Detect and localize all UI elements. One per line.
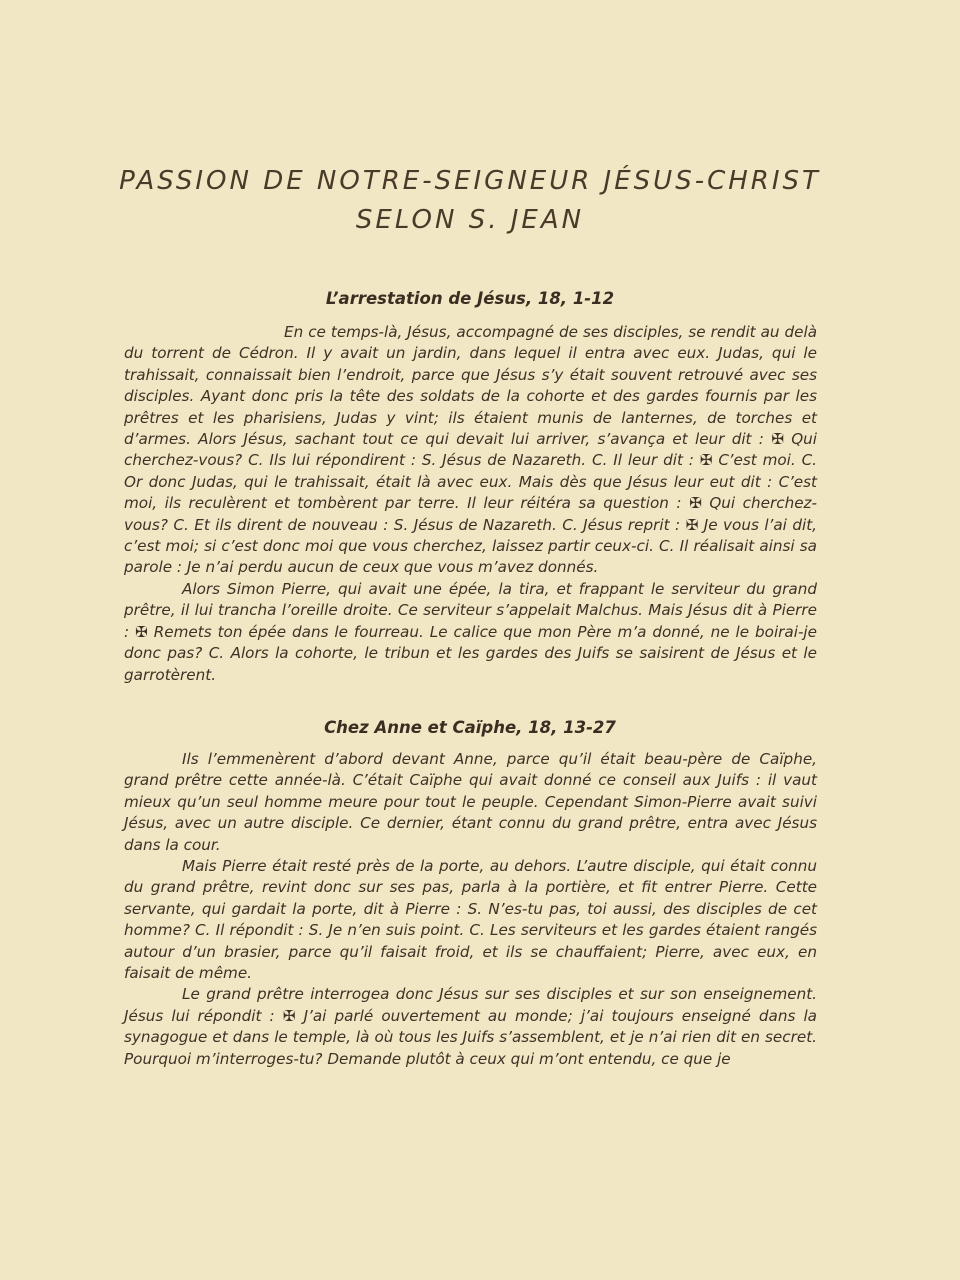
paragraph: Alors Simon Pierre, qui avait une épée, la tira, et frappant le serviteur du grand prêtre, il lui trancha l’oreille droite. Ce serviteur s’appelait Malchus. Mais Jésus dit à Pierre : ✠ Remets ton épée dans le fourreau. Le calice que mon Père m’a donné, ne le boirai-je donc pas? C. Alors la cohorte, le tribun et les gardes des Juifs se saisirent de Jésus et le garrotèrent.: [124, 579, 817, 684]
section-heading-arrestation: L’arrestation de Jésus, 18, 1-12: [325, 289, 615, 308]
paragraph: Ils l’emmenèrent d’abord devant Anne, parce qu’il était beau-père de Caïphe, grand prêtre cette année-là. C’était Caïphe qui avait donné ce conseil aux Juifs : il vaut mieux qu’un seul homme meure pour tout le peuple. Cependant Simon-Pierre avait suivi Jésus, avec un autre disciple. Ce dernier, étant connu du grand prêtre, entra avec Jésus dans la cour.: [124, 750, 817, 854]
page-title-line-2: SELON S. JEAN: [355, 205, 585, 235]
paragraph: En ce temps-là, Jésus, accompagné de ses disciples, se rendit au delà du torrent de Cédron. Il y avait un jardin, dans lequel il entra avec eux. Judas, qui le trahissait, connaissait bien l’endroit, parce que Jésus s’y était souvent retrouvé avec ses disciples. Ayant donc pris la tête des soldats de la cohorte et des gardes fournis par les prêtres et les pharisiens, Judas y vint; ils étaient munis de lanternes, de torches et d’armes. Alors Jésus, sachant tout ce qui devait lui arriver, s’avança et leur dit : ✠ Qui cherchez-vous? C. Ils lui répondirent : S. Jésus de Nazareth. C. Il leur dit : ✠ C’est moi. C. Or donc Judas, qui le trahissait, était là avec eux. Mais dès que Jésus leur eut dit : C’est moi, ils reculèrent et tombèrent par terre. Il leur réitéra sa question : ✠ Qui cherchez-vous? C. Et ils dirent de nouveau : S. Jésus de Nazareth. C. Jésus reprit : ✠ Je vous l’ai dit, c’est moi; si c’est donc moi que vous cherchez, laissez partir ceux-ci. C. Il réalisait ainsi sa parole : Je n’ai perdu aucun de ceux que vous m’avez donnés.: [124, 323, 817, 577]
section-body-anne-caiphe: [124, 749, 817, 1070]
paragraph: Le grand prêtre interrogea donc Jésus sur ses disciples et sur son enseignement. Jésus lui répondit : ✠ J’ai parlé ouvertement au monde; j’ai toujours enseigné dans la synagogue et dans le temple, là où tous les Juifs s’assemblent, et je n’ai rien dit en secret. Pourquoi m’interroges-tu? Demande plutôt à ceux qui m’ont entendu, ce que je: [124, 985, 817, 1068]
paragraph: Mais Pierre était resté près de la porte, au dehors. L’autre disciple, qui était connu du grand prêtre, revint donc sur ses pas, parla à la portière, et fit entrer Pierre. Cette servante, qui gardait la porte, dit à Pierre : S. N’es-tu pas, toi aussi, des disciples de cet homme? C. Il répondit : S. Je n’en suis point. C. Les serviteurs et les gardes étaient rangés autour d’un brasier, parce qu’il faisait froid, et ils se chauffaient; Pierre, avec eux, en faisait de même.: [124, 857, 817, 983]
page-title-line-1: PASSION DE NOTRE-SEIGNEUR JÉSUS-CHRIST: [119, 166, 821, 196]
section-body-arrestation: [124, 322, 817, 686]
section-heading-anne-caiphe: Chez Anne et Caïphe, 18, 13-27: [324, 718, 616, 737]
